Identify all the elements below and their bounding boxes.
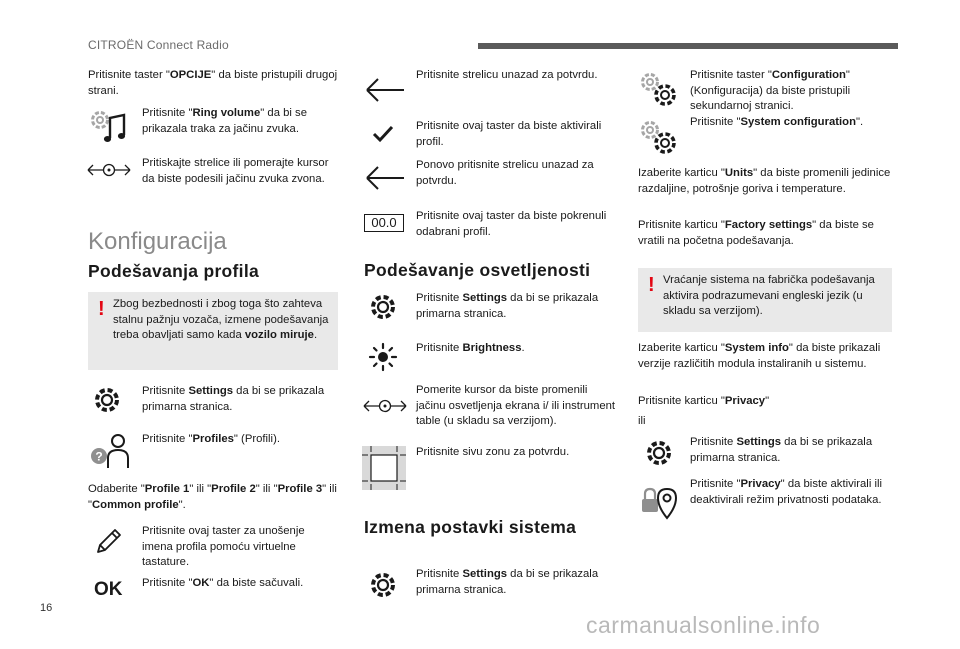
- pencil-text: Pritisnite ovaj taster za unošenje imena profila pomoću virtuelne tastature.: [142, 525, 305, 568]
- privacy-text: Pritisnite "Privacy" da biste aktivirali ili deaktivirali režim privatnosti podataka.: [690, 478, 882, 506]
- back-text-2: Ponovo pritisnite strelicu unazad za potvrdu.: [416, 159, 594, 187]
- settings-gear-icon: [92, 385, 122, 415]
- settings-text-1: Pritisnite Settings da bi se prikazala primarna stranica.: [142, 385, 325, 413]
- system-config-text: Pritisnite "System configuration".: [690, 116, 864, 128]
- configuration-text: Pritisnite taster "Configuration" (Konfiguracija) da biste pristupili sekundarnoj stranici.: [690, 69, 851, 112]
- settings-gear-icon-2: [368, 292, 398, 322]
- slider-arrows-icon-2: [362, 396, 408, 416]
- settings-gear-icon-4: [644, 438, 674, 468]
- warning-text: Zbog bezbednosti i zbog toga što zahteva stalnu pažnju vozača, izmene podešavanja treba obavljati samo kada vozilo miruje.: [113, 298, 329, 341]
- settings-text-4: Pritisnite Settings da bi se prikazala primarna stranica.: [690, 436, 873, 464]
- settings-gear-icon-3: [368, 570, 398, 600]
- units-text: Izaberite karticu "Units" da biste promenili jedinice razdaljine, potrošnje goriva i temperature.: [638, 167, 891, 195]
- brightness-text: Pritisnite Brightness.: [416, 342, 525, 354]
- profiles-text: Pritisnite "Profiles" (Profili).: [142, 433, 280, 445]
- section-title: Konfiguracija: [88, 228, 227, 255]
- settings-text-2: Pritisnite Settings da bi se prikazala primarna stranica.: [416, 292, 599, 320]
- watermark: carmanualsonline.info: [586, 612, 821, 638]
- warning-icon: !: [98, 298, 105, 320]
- back-arrow-icon-2: [364, 164, 406, 192]
- factory-warning: [638, 268, 892, 332]
- checkmark-icon: [372, 124, 394, 144]
- running-header: CITROËN Connect Radio: [88, 38, 229, 52]
- privacy-tab-text: Pritisnite karticu "Privacy": [638, 395, 770, 407]
- drag-text: Pritiskajte strelice ili pomerajte kursor da biste podesili jačinu zvuka zvona.: [142, 157, 329, 185]
- privacy-lock-pin-icon: [640, 480, 680, 520]
- ok-label: OK: [94, 579, 123, 600]
- ok-text: Pritisnite "OK" da biste sačuvali.: [142, 577, 304, 589]
- back-arrow-icon: [364, 76, 406, 104]
- profile-user-icon: [88, 432, 130, 470]
- system-info-text: Izaberite karticu "System info" da biste prikazali verzije različitih modula instaliranih u sistemu.: [638, 342, 881, 370]
- slider-arrows-icon: [86, 160, 132, 180]
- grey-zone-icon: [362, 446, 406, 490]
- intro-text: Pritisnite taster "OPCIJE" da biste pristupili drugoj strani.: [88, 69, 338, 97]
- brightness-sun-icon: [366, 342, 400, 372]
- ring-volume-text: Pritisnite "Ring volume" da bi se prikazala traka za jačinu zvuka.: [142, 107, 307, 135]
- grey-zone-text: Pritisnite sivu zonu za potvrdu.: [416, 446, 570, 458]
- settings-text-3: Pritisnite Settings da bi se prikazala primarna stranica.: [416, 568, 599, 596]
- system-heading: Izmena postavki sistema: [364, 517, 577, 537]
- pencil-icon: [94, 526, 122, 556]
- warning-icon-2: !: [648, 274, 655, 296]
- check-text: Pritisnite ovaj taster da biste aktivirali profil.: [416, 120, 602, 148]
- factory-text: Pritisnite karticu "Factory settings" da biste se vratili na početna podešavanja.: [638, 219, 874, 247]
- reset-value-icon: 00.0: [364, 214, 404, 232]
- brightness-heading: Podešavanje osvetljenosti: [364, 260, 591, 280]
- safety-warning: [88, 292, 338, 370]
- slider-text: Pomerite kursor da biste promenili jačinu osvetljenja ekrana i/ ili instrument table (u skladu sa verzijom).: [416, 384, 616, 427]
- reset-text: Pritisnite ovaj taster da biste pokrenuli odabrani profil.: [416, 210, 607, 238]
- svg-text:?: ?: [95, 449, 103, 464]
- gear-music-icon: [88, 108, 130, 148]
- back-text-1: Pritisnite strelicu unazad za potvrdu.: [416, 69, 598, 81]
- factory-warning-text: Vraćanje sistema na fabrička podešavanja aktivira podrazumevani engleski jezik (u skladu sa verzijom).: [663, 274, 875, 317]
- header-bar: [478, 43, 898, 49]
- system-config-gears-icon: [638, 118, 678, 156]
- profiles-heading: Podešavanja profila: [88, 261, 260, 281]
- select-profile-text: Odaberite "Profile 1" ili "Profile 2" ili "Profile 3" ili "Common profile".: [88, 483, 337, 511]
- or-text: ili: [638, 415, 646, 427]
- configuration-gears-icon: [638, 70, 678, 108]
- page-number: 16: [40, 602, 53, 614]
